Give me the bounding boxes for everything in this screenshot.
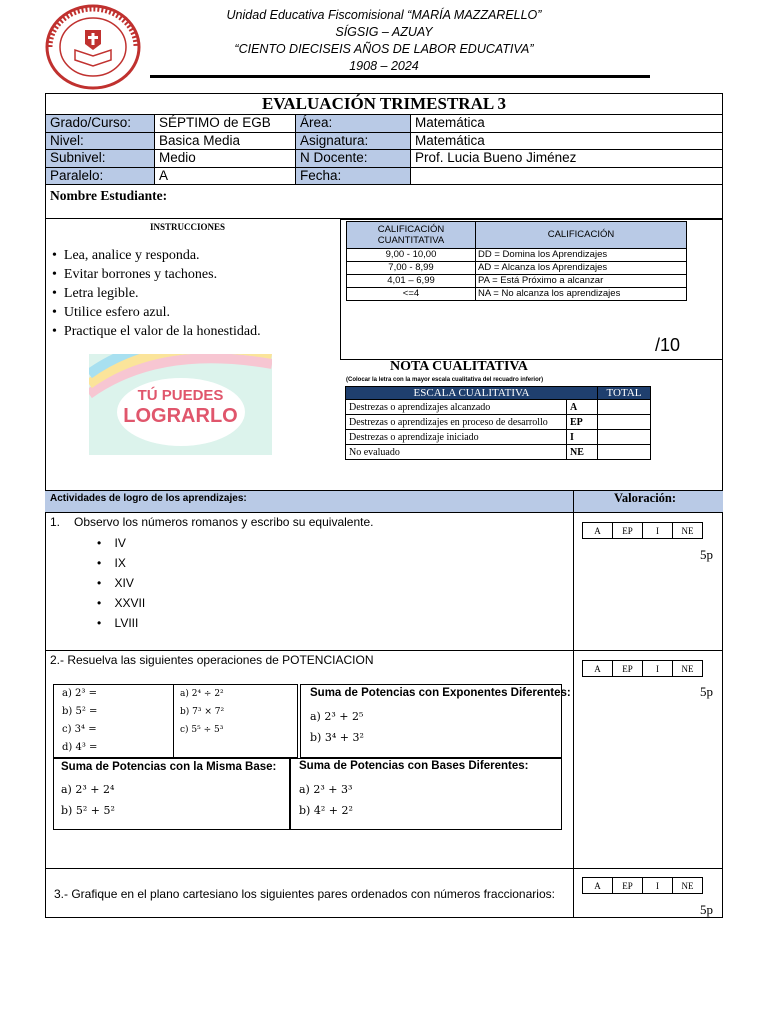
cual-total-field[interactable]: [598, 445, 651, 460]
instructions-title: INSTRUCCIONES: [150, 222, 226, 232]
q2-col2-item: a) 2⁴ ÷ 2²: [180, 689, 224, 699]
scale-option-a[interactable]: A: [582, 660, 613, 677]
q1-bottom-rule: [45, 650, 723, 651]
info-label: Asignatura:: [296, 132, 411, 150]
info-label: Fecha:: [296, 167, 411, 185]
calif-desc: AD = Alcanza los Aprendizajes: [476, 262, 687, 275]
student-name-label: Nombre Estudiante:: [50, 188, 168, 203]
cual-header: TOTAL: [598, 387, 651, 400]
info-value: Basica Media: [155, 132, 296, 150]
instruction-item: • Letra legible.: [52, 286, 139, 301]
scale-option-ne[interactable]: NE: [672, 522, 703, 539]
cual-desc: Destrezas o aprendizajes en proceso de desarrollo: [346, 415, 567, 430]
cual-desc: Destrezas o aprendizaje iniciado: [346, 430, 567, 445]
q2-base-item: b) 5² + 5²: [61, 804, 115, 817]
q2-col2-item: c) 5⁵ ÷ 5³: [180, 725, 224, 735]
q2-col1-item: a) 2³ =: [62, 688, 97, 699]
q2-col1-item: b) 5² =: [62, 706, 98, 717]
scale-option-ep[interactable]: EP: [612, 877, 643, 894]
school-name: Unidad Educativa Fiscomisional “MARÍA MAZZARELLO”: [226, 8, 542, 22]
valoracion-title: Valoración:: [614, 491, 677, 505]
scale-option-ne[interactable]: NE: [672, 877, 703, 894]
banner-line2: LOGRARLO: [123, 405, 238, 427]
roman-numeral-list: [97, 533, 145, 633]
cual-desc: No evaluado: [346, 445, 567, 460]
q1-points: 5p: [700, 547, 713, 562]
cualitativa-table: [345, 386, 651, 460]
calif-header: CALIFICACIÓN CUANTITATIVA: [347, 222, 476, 249]
q2-col2: [180, 685, 224, 739]
q2-col2-item: b) 7³ × 7²: [180, 707, 225, 717]
info-value: Prof. Lucia Bueno Jiménez: [411, 150, 723, 168]
activities-title: Actividades de logro de los aprendizajes:: [50, 493, 247, 504]
school-years: 1908 – 2024: [349, 59, 419, 73]
q2-diff-item: a) 2³ + 3³: [299, 783, 353, 796]
roman-item: • XXVII: [97, 596, 146, 610]
q2-exp-item: b) 3⁴ + 3²: [310, 731, 364, 744]
q1-text: Observo los números romanos y escribo su equivalente.: [74, 515, 374, 529]
cual-header: ESCALA CUALITATIVA: [346, 387, 598, 400]
calif-header: CALIFICACIÓN: [476, 222, 687, 249]
q2-base-title: Suma de Potencias con la Misma Base:: [61, 761, 277, 773]
scale-option-i[interactable]: I: [642, 877, 673, 894]
nota-subtitle: (Colocar la letra con la mayor escala cualitativa del recuadro inferior): [346, 377, 544, 383]
roman-item: • IV: [97, 536, 126, 550]
q2-diff-items: [299, 779, 353, 821]
instruction-item: • Lea, analice y responda.: [52, 248, 200, 263]
q2-col1-item: c) 3⁴ =: [62, 724, 97, 735]
q2-basic-divider: [173, 684, 174, 758]
valoracion-column-rule: [573, 490, 574, 918]
info-label: Subnivel:: [46, 150, 155, 168]
q1-valoracion-scale: [582, 522, 702, 539]
cual-desc: Destrezas o aprendizajes alcanzado: [346, 400, 567, 415]
info-value: Matemática: [411, 132, 723, 150]
q2-base-items: [61, 779, 115, 821]
scale-option-a[interactable]: A: [582, 522, 613, 539]
score-field[interactable]: /10: [655, 335, 681, 355]
cual-total-field[interactable]: [598, 400, 651, 415]
calif-range: <=4: [347, 288, 476, 301]
nota-title: NOTA CUALITATIVA: [390, 359, 528, 374]
banner-line1: TÚ PUEDES: [137, 387, 224, 404]
scale-option-a[interactable]: A: [582, 877, 613, 894]
q2-points: 5p: [700, 684, 713, 699]
calif-range: 4,01 – 6,99: [347, 275, 476, 288]
cual-total-field[interactable]: [598, 430, 651, 445]
calif-desc: DD = Domina los Aprendizajes: [476, 249, 687, 262]
scale-option-i[interactable]: I: [642, 522, 673, 539]
roman-item: • XIV: [97, 576, 134, 590]
q2-text: 2.- Resuelva las siguientes operaciones de POTENCIACION: [50, 653, 374, 667]
scale-option-ne[interactable]: NE: [672, 660, 703, 677]
info-label: Paralelo:: [46, 167, 155, 185]
info-value: Medio: [155, 150, 296, 168]
q3-points: 5p: [700, 902, 713, 917]
school-location: SÍGSIG – AZUAY: [335, 25, 433, 39]
q2-col1-item: d) 4³ =: [62, 742, 98, 753]
q2-base-item: a) 2³ + 2⁴: [61, 783, 115, 796]
cual-code: EP: [567, 415, 598, 430]
instruction-item: • Evitar borrones y tachones.: [52, 267, 218, 282]
info-table: [45, 114, 723, 185]
info-value: Matemática: [411, 115, 723, 133]
info-value: SÉPTIMO de EGB: [155, 115, 296, 133]
q2-diff-title: Suma de Potencias con Bases Diferentes:: [299, 760, 529, 772]
q1-number: 1.: [50, 515, 61, 529]
roman-item: • IX: [97, 556, 126, 570]
calif-range: 7,00 - 8,99: [347, 262, 476, 275]
q3-valoracion-scale: [582, 877, 702, 894]
q2-valoracion-scale: [582, 660, 702, 677]
info-label: Grado/Curso:: [46, 115, 155, 133]
q2-diff-item: b) 4² + 2²: [299, 804, 353, 817]
cual-code: A: [567, 400, 598, 415]
instruction-item: • Utilice esfero azul.: [52, 305, 171, 320]
exam-title: EVALUACIÓN TRIMESTRAL 3: [261, 94, 507, 113]
date-field[interactable]: [411, 167, 723, 185]
q2-exp-title: Suma de Potencias con Exponentes Diferentes:: [310, 687, 571, 699]
school-motto: “CIENTO DIECISEIS AÑOS DE LABOR EDUCATIVA”: [234, 42, 534, 56]
q3-text: 3.- Grafique en el plano cartesiano los siguientes pares ordenados con números fraccionarios:: [54, 887, 555, 901]
q2-col1: [62, 685, 97, 757]
info-label: Área:: [296, 115, 411, 133]
info-value: A: [155, 167, 296, 185]
cual-total-field[interactable]: [598, 415, 651, 430]
roman-item: • LVIII: [97, 616, 139, 630]
q2-bottom-rule: [45, 868, 723, 869]
q2-exp-item: a) 2³ + 2⁵: [310, 710, 364, 723]
instructions-list: [52, 246, 261, 341]
info-label: N Docente:: [296, 150, 411, 168]
scale-option-ep[interactable]: EP: [612, 522, 643, 539]
info-label: Nivel:: [46, 132, 155, 150]
calif-desc: NA = No alcanza los aprendizajes: [476, 288, 687, 301]
calif-desc: PA = Está Próximo a alcanzar: [476, 275, 687, 288]
scale-option-i[interactable]: I: [642, 660, 673, 677]
cual-code: I: [567, 430, 598, 445]
calificacion-table: [346, 221, 687, 301]
scale-option-ep[interactable]: EP: [612, 660, 643, 677]
cual-code: NE: [567, 445, 598, 460]
header-rule: [150, 75, 650, 78]
calif-range: 9,00 - 10,00: [347, 249, 476, 262]
motivation-banner: [89, 354, 272, 455]
instruction-item: • Practique el valor de la honestidad.: [52, 324, 261, 339]
q2-exp-items: [310, 706, 364, 748]
